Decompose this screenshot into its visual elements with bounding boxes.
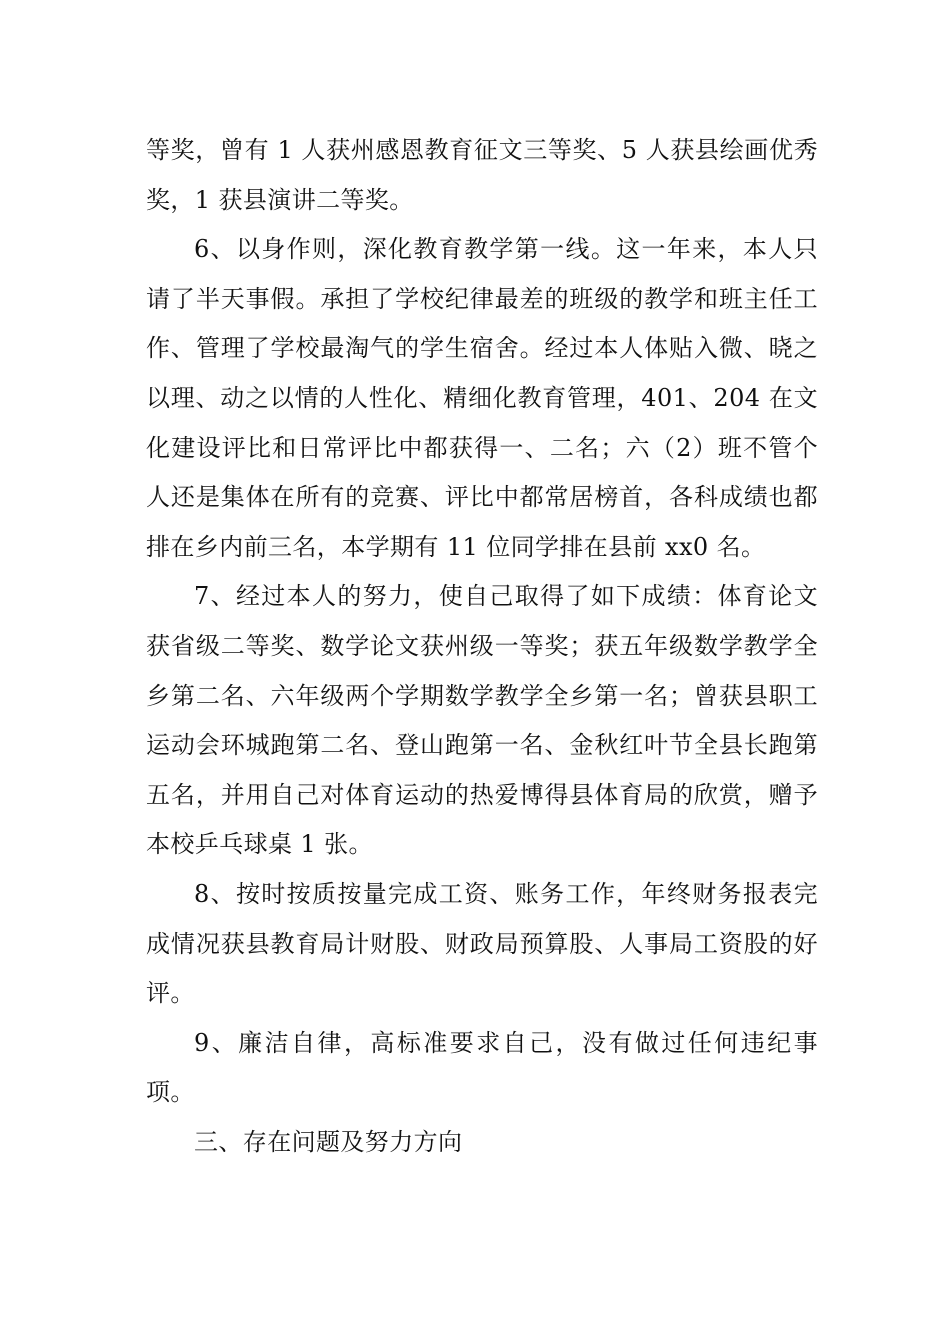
section-heading: 三、存在问题及努力方向: [194, 1127, 463, 1156]
document-body: [146, 126, 818, 1167]
paragraph-continuation: 等奖，曾有 1 人获州感恩教育征文三等奖、5 人获县绘画优秀奖，1 获县演讲二等奖。: [146, 136, 818, 214]
paragraph-item-8: 8、按时按质按量完成工资、账务工作，年终财务报表完成情况获县教育局计财股、财政局预算股、人事局工资股的好评。: [146, 879, 818, 1008]
paragraph-item-9: 9、廉洁自律，高标准要求自己，没有做过任何违纪事项。: [146, 1028, 818, 1107]
paragraph-item-6: 6、以身作则，深化教育教学第一线。这一年来，本人只请了半天事假。承担了学校纪律最差的班级的教学和班主任工作、管理了学校最淘气的学生宿舍。经过本人体贴入微、晓之以理、动之以情的人性化、精细化教育管理，401、204 在文化建设评比和日常评比中都获得一、二名；六（2）班不管个人还是集体在所有的竞赛、评比中都常居榜首，各科成绩也都排在乡内前三名，本学期有 11 位同学排在县前 xx0 名。: [146, 235, 818, 561]
paragraph-item-7: 7、经过本人的努力，使自己取得了如下成绩：体育论文获省级二等奖、数学论文获州级一等奖；获五年级数学教学全乡第二名、六年级两个学期数学教学全乡第一名；曾获县职工运动会环城跑第二名、登山跑第一名、金秋红叶节全县长跑第五名，并用自己对体育运动的热爱博得县体育局的欣赏，赠予本校乒乓球桌 1 张。: [146, 582, 818, 859]
